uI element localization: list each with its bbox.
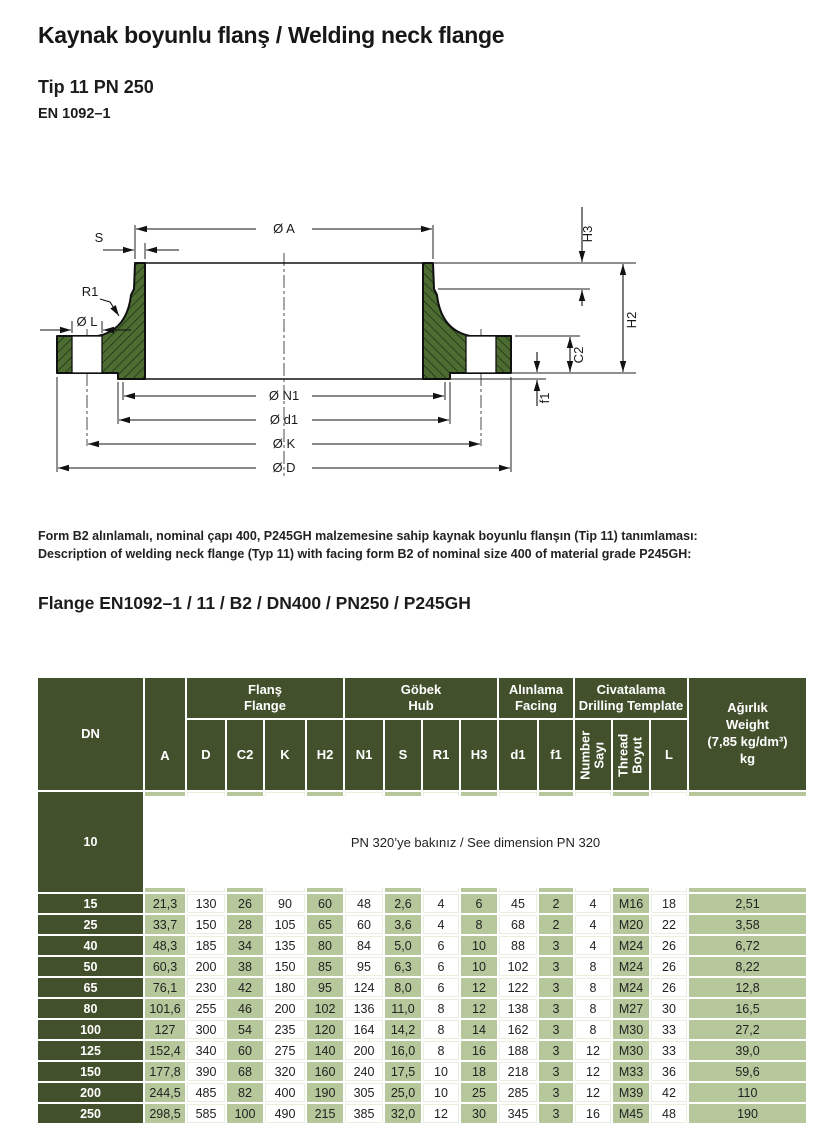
data-cell: 10 xyxy=(461,936,497,955)
data-cell: 4 xyxy=(575,915,611,934)
data-cell: 150 xyxy=(265,957,305,976)
dn-cell: 50 xyxy=(38,957,143,976)
data-cell: 130 xyxy=(187,894,225,913)
data-cell: M24 xyxy=(613,957,649,976)
data-cell: 59,6 xyxy=(689,1062,806,1081)
data-cell: 6 xyxy=(423,957,459,976)
data-cell: 38 xyxy=(227,957,263,976)
dim-label-f1: f1 xyxy=(537,392,552,404)
data-cell: 200 xyxy=(345,1041,383,1060)
data-cell: 27,2 xyxy=(689,1020,806,1039)
type-pn-line: Tip 11 PN 250 xyxy=(38,77,154,97)
data-cell: 3 xyxy=(539,999,573,1018)
dim-label-dia-d: Ø D xyxy=(272,460,296,475)
header-a: A xyxy=(145,678,185,790)
data-cell: M45 xyxy=(613,1104,649,1123)
data-cell: 485 xyxy=(187,1083,225,1102)
dn-cell: 65 xyxy=(38,978,143,997)
data-cell: 8 xyxy=(575,957,611,976)
data-cell: 10 xyxy=(423,1083,459,1102)
data-cell: 305 xyxy=(345,1083,383,1102)
data-cell: 140 xyxy=(307,1041,343,1060)
header-sub-f1: f1 xyxy=(539,720,573,790)
data-cell: 60 xyxy=(307,894,343,913)
dn-cell: 10 xyxy=(38,792,143,892)
data-cell: 4 xyxy=(575,936,611,955)
data-cell: 230 xyxy=(187,978,225,997)
data-cell: 25,0 xyxy=(385,1083,421,1102)
data-cell: 18 xyxy=(461,1062,497,1081)
pn320-note: PN 320’ye bakınız / See dimension PN 320 xyxy=(145,796,806,888)
data-cell: 39,0 xyxy=(689,1041,806,1060)
data-cell: 6 xyxy=(461,894,497,913)
dn-cell: 250 xyxy=(38,1104,143,1123)
data-cell: 12 xyxy=(575,1041,611,1060)
data-cell: 12 xyxy=(461,999,497,1018)
data-cell: 8,22 xyxy=(689,957,806,976)
data-cell: 8 xyxy=(575,999,611,1018)
dn-cell: 40 xyxy=(38,936,143,955)
data-cell: 150 xyxy=(187,915,225,934)
flange-designation: Flange EN1092–1 / 11 / B2 / DN400 / PN250 / P245GH xyxy=(38,593,471,613)
header-sub-k: K xyxy=(265,720,305,790)
data-cell: 120 xyxy=(307,1020,343,1039)
data-cell: 33 xyxy=(651,1020,687,1039)
data-cell: 490 xyxy=(265,1104,305,1123)
header-sub-c2: C2 xyxy=(227,720,263,790)
data-cell: 3 xyxy=(539,1020,573,1039)
data-cell: 101,6 xyxy=(145,999,185,1018)
data-cell: 10 xyxy=(461,957,497,976)
data-cell: 76,1 xyxy=(145,978,185,997)
data-cell: 90 xyxy=(265,894,305,913)
header-group-facing xyxy=(499,678,573,718)
data-cell: 164 xyxy=(345,1020,383,1039)
data-cell: 160 xyxy=(307,1062,343,1081)
header-group-hub-en: Hub xyxy=(408,698,434,713)
header-group-flange-tr: Flanş xyxy=(248,681,282,697)
data-cell: 190 xyxy=(307,1083,343,1102)
data-cell: 8,0 xyxy=(385,978,421,997)
data-cell: 12,8 xyxy=(689,978,806,997)
data-cell: 36 xyxy=(651,1062,687,1081)
data-cell: 102 xyxy=(499,957,537,976)
data-cell: 320 xyxy=(265,1062,305,1081)
data-cell: 385 xyxy=(345,1104,383,1123)
data-cell: 235 xyxy=(265,1020,305,1039)
data-cell: 152,4 xyxy=(145,1041,185,1060)
dim-label-h2: H2 xyxy=(624,311,639,329)
header-sub-h3: H3 xyxy=(461,720,497,790)
header-weight-line2: Weight xyxy=(725,717,770,733)
data-cell: 6 xyxy=(423,978,459,997)
data-cell: 25 xyxy=(461,1083,497,1102)
data-cell: M30 xyxy=(613,1020,649,1039)
data-cell: 400 xyxy=(265,1083,305,1102)
data-cell: 3 xyxy=(539,936,573,955)
data-cell: 46 xyxy=(227,999,263,1018)
dim-label-h3: H3 xyxy=(580,225,595,243)
data-cell: 80 xyxy=(307,936,343,955)
data-cell: 100 xyxy=(227,1104,263,1123)
data-cell: M24 xyxy=(613,978,649,997)
data-cell: 12 xyxy=(575,1062,611,1081)
data-cell: 3,58 xyxy=(689,915,806,934)
data-cell: 5,0 xyxy=(385,936,421,955)
page-title: Kaynak boyunlu flanş / Welding neck flange xyxy=(38,22,505,48)
data-cell: 95 xyxy=(345,957,383,976)
data-cell: 21,3 xyxy=(145,894,185,913)
data-cell: 8 xyxy=(423,999,459,1018)
data-cell: 124 xyxy=(345,978,383,997)
data-cell: 68 xyxy=(499,915,537,934)
header-dn: DN xyxy=(38,678,143,790)
data-cell: 85 xyxy=(307,957,343,976)
data-cell: 65 xyxy=(307,915,343,934)
data-cell: 162 xyxy=(499,1020,537,1039)
data-cell: 6,3 xyxy=(385,957,421,976)
data-cell: 102 xyxy=(307,999,343,1018)
data-cell: 244,5 xyxy=(145,1083,185,1102)
data-cell: 136 xyxy=(345,999,383,1018)
header-sub-s: S xyxy=(385,720,421,790)
data-cell: 180 xyxy=(265,978,305,997)
data-cell: 42 xyxy=(227,978,263,997)
header-sub-n1: N1 xyxy=(345,720,383,790)
flange-section-drawing xyxy=(0,180,700,500)
dimension-table xyxy=(38,678,806,1123)
header-sub-r1: R1 xyxy=(423,720,459,790)
data-cell: M27 xyxy=(613,999,649,1018)
data-cell: 105 xyxy=(265,915,305,934)
dim-label-dia-k: Ø K xyxy=(272,436,296,451)
bolt-hole-right xyxy=(466,336,496,373)
description-line-tr: Form B2 alınlamalı, nominal çapı 400, P245GH malzemesine sahip kaynak boyunlu flanşın (Tip 11) tanımlaması: xyxy=(38,529,698,543)
data-cell: 26 xyxy=(651,978,687,997)
header-group-hub xyxy=(345,678,497,718)
data-cell: 190 xyxy=(689,1104,806,1123)
data-cell: M30 xyxy=(613,1041,649,1060)
header-group-facing-tr: Alınlama xyxy=(508,681,564,697)
data-cell: 16,5 xyxy=(689,999,806,1018)
data-cell: 82 xyxy=(227,1083,263,1102)
data-cell: 298,5 xyxy=(145,1104,185,1123)
data-cell: 16 xyxy=(461,1041,497,1060)
data-cell: 200 xyxy=(187,957,225,976)
data-cell: 4 xyxy=(423,894,459,913)
data-cell: 60,3 xyxy=(145,957,185,976)
header-sub-d1: d1 xyxy=(499,720,537,790)
header-sub-thread xyxy=(613,720,649,790)
data-cell: 16 xyxy=(575,1104,611,1123)
data-cell: 60 xyxy=(345,915,383,934)
data-cell: 200 xyxy=(265,999,305,1018)
header-sub-number xyxy=(575,720,611,790)
bolt-hole-left xyxy=(72,336,102,373)
data-cell: 110 xyxy=(689,1083,806,1102)
data-cell: 2,6 xyxy=(385,894,421,913)
data-cell: 88 xyxy=(499,936,537,955)
data-cell: 275 xyxy=(265,1041,305,1060)
data-cell: 6 xyxy=(423,936,459,955)
header-sub-thread-tr: Boyut xyxy=(630,736,645,774)
data-cell: 135 xyxy=(265,936,305,955)
header-weight-line1: Ağırlık xyxy=(727,700,768,716)
data-cell: 3 xyxy=(539,1083,573,1102)
data-cell: 177,8 xyxy=(145,1062,185,1081)
data-cell: M16 xyxy=(613,894,649,913)
data-cell: 2 xyxy=(539,894,573,913)
data-cell: 255 xyxy=(187,999,225,1018)
header-group-drilling xyxy=(575,678,687,718)
data-cell: 3 xyxy=(539,1104,573,1123)
header-group-facing-en: Facing xyxy=(515,698,557,713)
dn-cell: 100 xyxy=(38,1020,143,1039)
data-cell: 585 xyxy=(187,1104,225,1123)
dim-label-dia-l: Ø L xyxy=(76,314,98,329)
description-line-en: Description of welding neck flange (Typ 11) with facing form B2 of nominal size 400 of material grade P245GH: xyxy=(38,547,692,561)
data-cell: 33,7 xyxy=(145,915,185,934)
header-group-flange xyxy=(187,678,343,718)
data-cell: 8 xyxy=(423,1041,459,1060)
data-cell: 3 xyxy=(539,978,573,997)
data-cell: 390 xyxy=(187,1062,225,1081)
data-cell: 84 xyxy=(345,936,383,955)
dn-cell: 25 xyxy=(38,915,143,934)
dim-label-dia-d1: Ø d1 xyxy=(269,412,299,427)
data-cell: 42 xyxy=(651,1083,687,1102)
header-group-hub-tr: Göbek xyxy=(400,681,442,697)
data-cell: 54 xyxy=(227,1020,263,1039)
dim-label-s: S xyxy=(94,230,104,245)
data-cell: 45 xyxy=(499,894,537,913)
data-cell: 48,3 xyxy=(145,936,185,955)
data-cell: 4 xyxy=(423,915,459,934)
header-weight xyxy=(689,678,806,790)
header-sub-number-tr: Sayı xyxy=(592,741,607,769)
dim-label-r1: R1 xyxy=(81,284,99,299)
data-cell: 2 xyxy=(539,915,573,934)
data-cell: 6,72 xyxy=(689,936,806,955)
header-group-drilling-en: Drilling Template xyxy=(578,698,684,713)
header-sub-number-en: Number xyxy=(577,730,593,780)
header-group-flange-en: Flange xyxy=(244,698,286,713)
header-group-drilling-tr: Civatalama xyxy=(596,681,666,697)
data-cell: 3,6 xyxy=(385,915,421,934)
header-sub-thread-en: Thread xyxy=(615,733,631,777)
data-cell: 17,5 xyxy=(385,1062,421,1081)
data-cell: 18 xyxy=(651,894,687,913)
data-cell: 2,51 xyxy=(689,894,806,913)
data-cell: 3 xyxy=(539,1041,573,1060)
standard-line: EN 1092–1 xyxy=(38,106,111,122)
data-cell: 215 xyxy=(307,1104,343,1123)
data-cell: 188 xyxy=(499,1041,537,1060)
data-cell: 12 xyxy=(575,1083,611,1102)
data-cell: 33 xyxy=(651,1041,687,1060)
data-cell: 10 xyxy=(423,1062,459,1081)
data-cell: 138 xyxy=(499,999,537,1018)
data-cell: 30 xyxy=(651,999,687,1018)
data-cell: 68 xyxy=(227,1062,263,1081)
data-cell: 3 xyxy=(539,1062,573,1081)
data-cell: 300 xyxy=(187,1020,225,1039)
dim-label-dia-n1: Ø N1 xyxy=(268,388,300,403)
data-cell: 95 xyxy=(307,978,343,997)
data-cell: 340 xyxy=(187,1041,225,1060)
data-cell: 30 xyxy=(461,1104,497,1123)
data-cell: 127 xyxy=(145,1020,185,1039)
dn-cell: 150 xyxy=(38,1062,143,1081)
data-cell: M20 xyxy=(613,915,649,934)
data-cell: 48 xyxy=(651,1104,687,1123)
data-cell: 26 xyxy=(651,936,687,955)
data-cell: 60 xyxy=(227,1041,263,1060)
data-cell: 8 xyxy=(575,978,611,997)
data-cell: 185 xyxy=(187,936,225,955)
data-cell: 4 xyxy=(575,894,611,913)
data-cell: 26 xyxy=(227,894,263,913)
data-cell: 34 xyxy=(227,936,263,955)
dn-cell: 15 xyxy=(38,894,143,913)
data-cell: 285 xyxy=(499,1083,537,1102)
dn-cell: 125 xyxy=(38,1041,143,1060)
header-sub-d: D xyxy=(187,720,225,790)
data-cell: 122 xyxy=(499,978,537,997)
data-cell: M33 xyxy=(613,1062,649,1081)
data-cell: 240 xyxy=(345,1062,383,1081)
data-cell: M24 xyxy=(613,936,649,955)
data-cell: 8 xyxy=(575,1020,611,1039)
data-cell: 345 xyxy=(499,1104,537,1123)
data-cell: M39 xyxy=(613,1083,649,1102)
data-cell: 22 xyxy=(651,915,687,934)
data-cell: 218 xyxy=(499,1062,537,1081)
data-cell: 48 xyxy=(345,894,383,913)
data-cell: 12 xyxy=(423,1104,459,1123)
header-weight-line3: (7,85 kg/dm³) xyxy=(707,734,788,749)
data-cell: 8 xyxy=(461,915,497,934)
data-cell: 26 xyxy=(651,957,687,976)
data-cell: 8 xyxy=(423,1020,459,1039)
data-cell: 14 xyxy=(461,1020,497,1039)
data-cell: 16,0 xyxy=(385,1041,421,1060)
dim-label-dia-a: Ø A xyxy=(273,221,295,236)
data-cell: 14,2 xyxy=(385,1020,421,1039)
header-sub-l: L xyxy=(651,720,687,790)
description-block xyxy=(38,527,818,563)
dn-cell: 80 xyxy=(38,999,143,1018)
data-cell: 3 xyxy=(539,957,573,976)
data-cell: 11,0 xyxy=(385,999,421,1018)
data-cell: 12 xyxy=(461,978,497,997)
data-cell: 32,0 xyxy=(385,1104,421,1123)
header-weight-line4: kg xyxy=(739,750,756,766)
dn-cell: 200 xyxy=(38,1083,143,1102)
dim-label-c2: C2 xyxy=(571,346,586,364)
header-sub-h2: H2 xyxy=(307,720,343,790)
data-cell: 28 xyxy=(227,915,263,934)
